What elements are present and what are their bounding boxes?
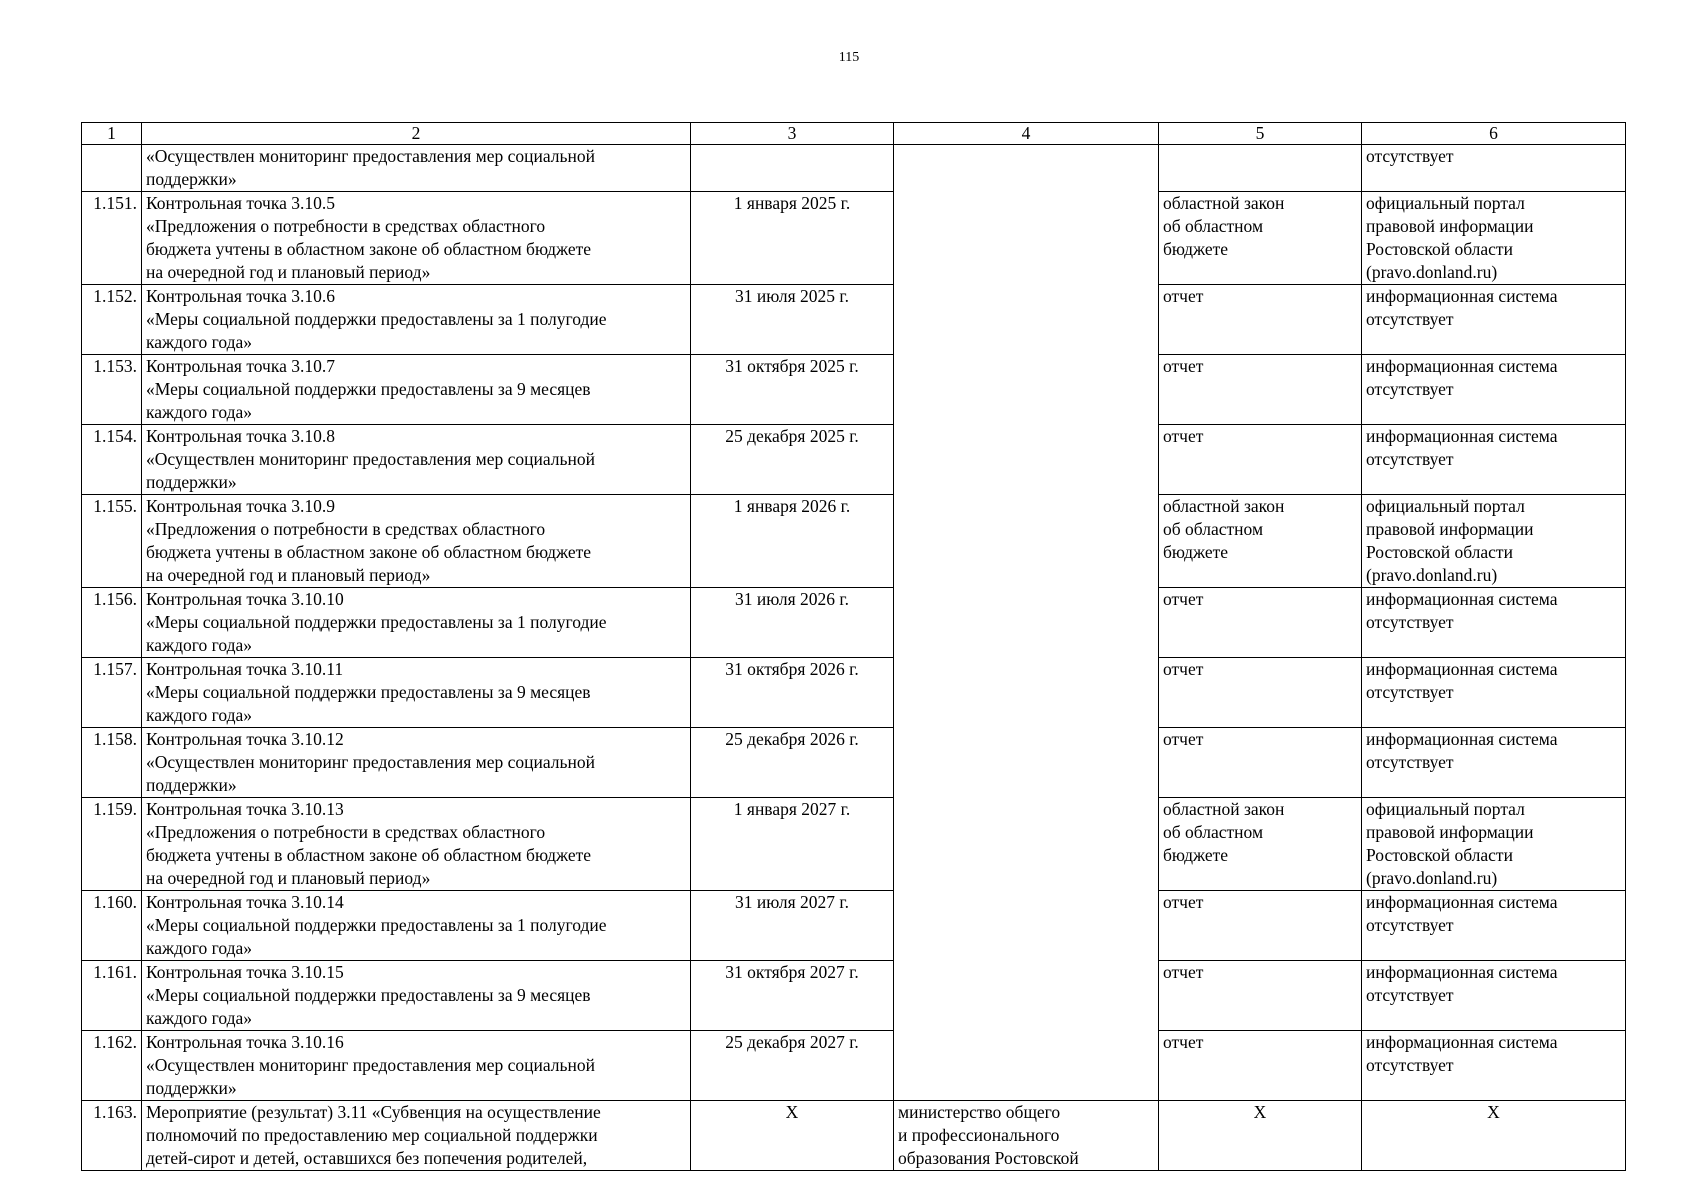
row-date: X bbox=[691, 1101, 894, 1171]
table-row bbox=[82, 1031, 1626, 1101]
row-description: Контрольная точка 3.10.12 «Осуществлен мониторинг предоставления мер социальной поддержки» bbox=[142, 728, 691, 798]
row-number: 1.155. bbox=[82, 495, 142, 588]
row-source: официальный портал правовой информации Ростовской области (pravo.donland.ru) bbox=[1362, 495, 1626, 588]
row-source: информационная система отсутствует bbox=[1362, 961, 1626, 1031]
row-date: 1 января 2025 г. bbox=[691, 192, 894, 285]
table-row bbox=[82, 285, 1626, 355]
row-document: отчет bbox=[1159, 658, 1362, 728]
table-row bbox=[82, 145, 1626, 192]
row-date: 25 декабря 2025 г. bbox=[691, 425, 894, 495]
table-row bbox=[82, 588, 1626, 658]
row-source: информационная система отсутствует bbox=[1362, 285, 1626, 355]
row-source: информационная система отсутствует bbox=[1362, 588, 1626, 658]
row-document: отчет bbox=[1159, 728, 1362, 798]
row-description: Контрольная точка 3.10.16 «Осуществлен мониторинг предоставления мер социальной поддержки» bbox=[142, 1031, 691, 1101]
row-document: отчет bbox=[1159, 1031, 1362, 1101]
row-source: информационная система отсутствует bbox=[1362, 355, 1626, 425]
row-document: отчет bbox=[1159, 588, 1362, 658]
row-date: 31 июля 2025 г. bbox=[691, 285, 894, 355]
row-description: Контрольная точка 3.10.13 «Предложения о потребности в средствах областного бюджета учтены в областном законе об областном бюджете на очередной год и плановый период» bbox=[142, 798, 691, 891]
row-source: информационная система отсутствует bbox=[1362, 425, 1626, 495]
row-number: 1.153. bbox=[82, 355, 142, 425]
column-header: 1 bbox=[82, 123, 142, 145]
row-source: информационная система отсутствует bbox=[1362, 728, 1626, 798]
table-row bbox=[82, 891, 1626, 961]
row-description: Контрольная точка 3.10.7 «Меры социальной поддержки предоставлены за 9 месяцев каждого года» bbox=[142, 355, 691, 425]
row-description: Контрольная точка 3.10.14 «Меры социальной поддержки предоставлены за 1 полугодие каждого года» bbox=[142, 891, 691, 961]
control-points-table bbox=[81, 122, 1626, 1171]
row-number: 1.158. bbox=[82, 728, 142, 798]
row-source: официальный портал правовой информации Ростовской области (pravo.donland.ru) bbox=[1362, 192, 1626, 285]
row-number: 1.159. bbox=[82, 798, 142, 891]
row-source: информационная система отсутствует bbox=[1362, 1031, 1626, 1101]
row-number: 1.161. bbox=[82, 961, 142, 1031]
page-number: 115 bbox=[838, 50, 860, 65]
row-date bbox=[691, 145, 894, 192]
row-description: Контрольная точка 3.10.8 «Осуществлен мониторинг предоставления мер социальной поддержки» bbox=[142, 425, 691, 495]
row-document: областной закон об областном бюджете bbox=[1159, 192, 1362, 285]
table-row bbox=[82, 192, 1626, 285]
row-date: 25 декабря 2026 г. bbox=[691, 728, 894, 798]
responsible-merged-cell bbox=[894, 145, 1159, 1101]
row-source: отсутствует bbox=[1362, 145, 1626, 192]
row-source: официальный портал правовой информации Ростовской области (pravo.donland.ru) bbox=[1362, 798, 1626, 891]
row-number: 1.151. bbox=[82, 192, 142, 285]
table-row bbox=[82, 495, 1626, 588]
row-document: отчет bbox=[1159, 425, 1362, 495]
row-document: областной закон об областном бюджете bbox=[1159, 495, 1362, 588]
row-number: 1.154. bbox=[82, 425, 142, 495]
row-responsible: министерство общего и профессионального образования Ростовской bbox=[894, 1101, 1159, 1171]
row-description: «Осуществлен мониторинг предоставления мер социальной поддержки» bbox=[142, 145, 691, 192]
table-row bbox=[82, 355, 1626, 425]
row-document: X bbox=[1159, 1101, 1362, 1171]
row-source: информационная система отсутствует bbox=[1362, 658, 1626, 728]
row-date: 1 января 2027 г. bbox=[691, 798, 894, 891]
row-document: отчет bbox=[1159, 285, 1362, 355]
column-header: 5 bbox=[1159, 123, 1362, 145]
column-header: 4 bbox=[894, 123, 1159, 145]
column-header: 6 bbox=[1362, 123, 1626, 145]
row-number bbox=[82, 145, 142, 192]
table-row bbox=[82, 961, 1626, 1031]
row-number: 1.152. bbox=[82, 285, 142, 355]
row-document: областной закон об областном бюджете bbox=[1159, 798, 1362, 891]
table-row bbox=[82, 425, 1626, 495]
row-number: 1.162. bbox=[82, 1031, 142, 1101]
row-description: Контрольная точка 3.10.15 «Меры социальной поддержки предоставлены за 9 месяцев каждого года» bbox=[142, 961, 691, 1031]
column-header: 2 bbox=[142, 123, 691, 145]
row-date: 31 октября 2025 г. bbox=[691, 355, 894, 425]
row-source: информационная система отсутствует bbox=[1362, 891, 1626, 961]
row-number: 1.163. bbox=[82, 1101, 142, 1171]
row-number: 1.156. bbox=[82, 588, 142, 658]
table-row bbox=[82, 798, 1626, 891]
row-date: 1 января 2026 г. bbox=[691, 495, 894, 588]
row-document bbox=[1159, 145, 1362, 192]
table-row bbox=[82, 658, 1626, 728]
row-date: 31 октября 2027 г. bbox=[691, 961, 894, 1031]
row-description: Контрольная точка 3.10.11 «Меры социальной поддержки предоставлены за 9 месяцев каждого года» bbox=[142, 658, 691, 728]
row-description: Контрольная точка 3.10.10 «Меры социальной поддержки предоставлены за 1 полугодие каждого года» bbox=[142, 588, 691, 658]
row-description: Контрольная точка 3.10.6 «Меры социальной поддержки предоставлены за 1 полугодие каждого года» bbox=[142, 285, 691, 355]
row-number: 1.160. bbox=[82, 891, 142, 961]
row-date: 31 июля 2026 г. bbox=[691, 588, 894, 658]
row-document: отчет bbox=[1159, 355, 1362, 425]
row-description: Контрольная точка 3.10.9 «Предложения о потребности в средствах областного бюджета учтены в областном законе об областном бюджете на очередной год и плановый период» bbox=[142, 495, 691, 588]
row-document: отчет bbox=[1159, 961, 1362, 1031]
row-date: 31 июля 2027 г. bbox=[691, 891, 894, 961]
row-description: Контрольная точка 3.10.5 «Предложения о потребности в средствах областного бюджета учтены в областном законе об областном бюджете на очередной год и плановый период» bbox=[142, 192, 691, 285]
row-description: Мероприятие (результат) 3.11 «Субвенция на осуществление полномочий по предоставлению мер социальной поддержки детей-сирот и детей, оставшихся без попечения родителей, bbox=[142, 1101, 691, 1171]
row-source: X bbox=[1362, 1101, 1626, 1171]
row-document: отчет bbox=[1159, 891, 1362, 961]
row-date: 31 октября 2026 г. bbox=[691, 658, 894, 728]
table-row bbox=[82, 728, 1626, 798]
row-date: 25 декабря 2027 г. bbox=[691, 1031, 894, 1101]
table-row bbox=[82, 1101, 1626, 1171]
column-header: 3 bbox=[691, 123, 894, 145]
table-header-row bbox=[82, 123, 1626, 145]
row-number: 1.157. bbox=[82, 658, 142, 728]
